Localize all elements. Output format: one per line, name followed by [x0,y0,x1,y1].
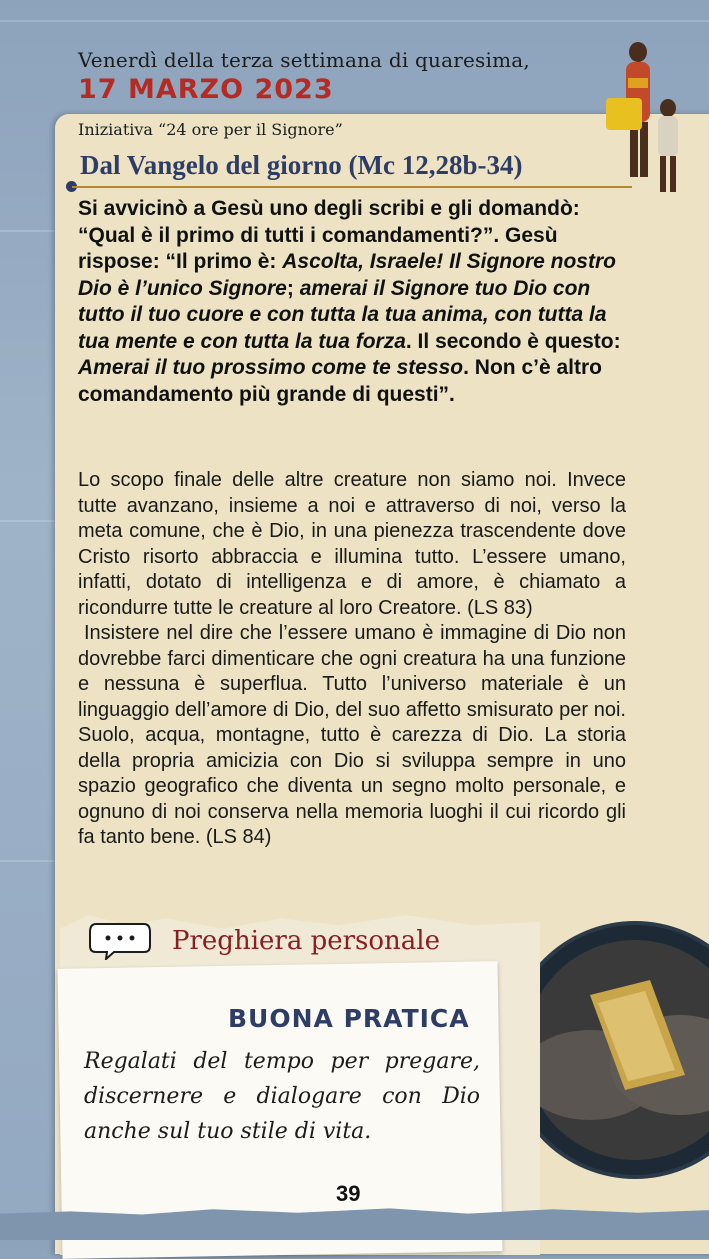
speech-bubble-icon [88,920,152,960]
gospel-text-italic: Ascolta, Israele! Il Signore nostro Dio è l’unico Signore [78,250,616,300]
gospel-text-part: Si avvicinò a Gesù uno degli scribi e gli domandò: “Qual è il primo di tutti i comandamenti?”. Gesù rispose: “Il primo è: [78,197,580,273]
gospel-text-italic: Amerai il tuo prossimo come te stesso [78,356,464,379]
day-line: Venerdì della terza settimana di quaresima, [78,48,530,72]
title-divider [72,186,632,188]
gospel-passage [78,196,626,408]
reflection-paragraph: Insistere nel dire che l’essere umano è immagine di Dio non dovrebbe farci dimenticare che ogni creatura ha una funzione e nessuna è superflua. Tutto l’universo materiale è un linguaggio dell’amore di Dio, del suo affetto smisurato per noi. Suolo, acqua, montagne, tutto è carezza di Dio. La storia della propria amicizia con Dio si sviluppa sempre in uno spazio geografico che diventa un segno molto personale, e ognuno di noi conserva nella memoria luoghi il cui ricordo gli fa tanto bene. (LS 84) [78,622,626,848]
gospel-text-italic: amerai il Signore tuo Dio con tutto il tuo cuore e con tutta la tua anima, con tutta la tua mente e con tutta la tua forza [78,276,607,353]
gospel-title: Dal Vangelo del giorno (Mc 12,28b-34) [80,150,523,180]
reflection-paragraph: Lo scopo finale delle altre creature non siamo noi. Invece tutte avanzano, insieme a noi e attraverso di noi, verso la meta comune, che è Dio, in una pienezza trascendente dove Cristo risorto abbraccia e illumina tutto. L’essere umano, infatti, dotato di intelligenza e di amore, è chiamato a ricondurre tutte le creature al loro Creatore. (LS 83) [78,469,626,619]
initiative-label: Iniziativa “24 ore per il Signore” [78,120,343,139]
gospel-text-part: . Non c’è altro comandamento più grande di questi”. [78,356,602,406]
practice-title: BUONA PRATICA [228,1004,470,1033]
date-heading: 17 MARZO 2023 [78,74,334,105]
gospel-text-part: . Il secondo è questo: [405,329,621,353]
wood-texture-line [0,20,709,22]
page-number: 39 [336,1181,361,1206]
children-illustration [600,38,695,198]
gospel-text-part: ; [286,276,300,300]
prayer-label: Preghiera personale [172,926,440,956]
practice-text: Regalati del tempo per pregare, discernere e dialogare con Dio anche sul tuo stile di vita. [84,1049,480,1144]
reflection-text [78,468,626,851]
